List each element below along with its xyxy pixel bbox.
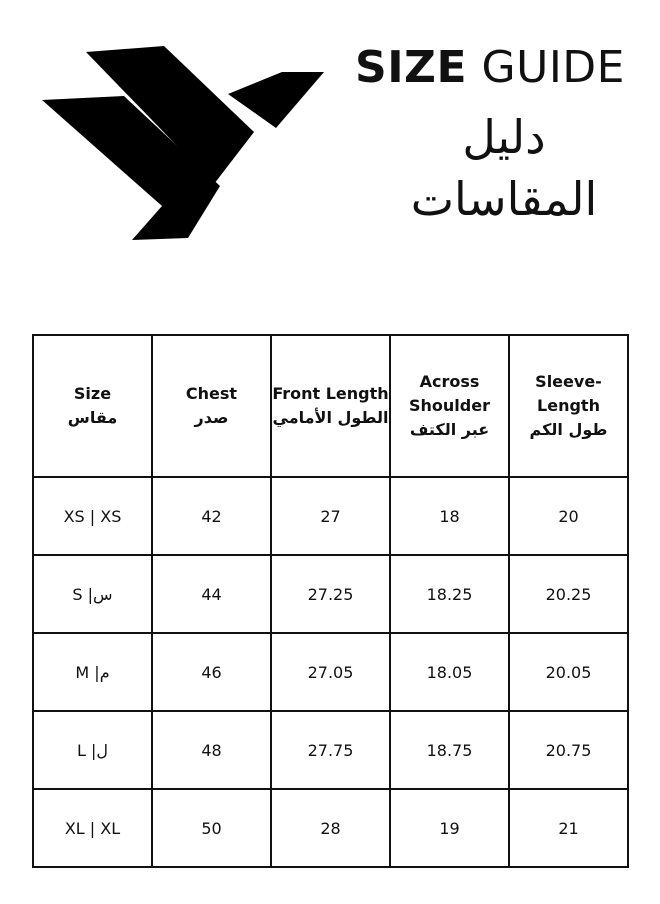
header-row — [33, 335, 628, 477]
cell-size: XS | XS — [33, 477, 152, 555]
header-label: Chest — [185, 384, 238, 403]
cell-across-shoulder: 18.05 — [390, 633, 509, 711]
title-rest: GUIDE — [467, 42, 625, 93]
cell-size: L |ل — [33, 711, 152, 789]
header-label-arabic: طول الكم — [529, 420, 608, 439]
header-sleeve-length — [509, 335, 628, 477]
cell-chest: 48 — [152, 711, 271, 789]
header-label-arabic: مقاس — [67, 408, 118, 427]
brand-logo — [38, 44, 328, 240]
table-row — [33, 633, 628, 711]
page-title-arabic — [340, 106, 640, 230]
header-label: Front Length — [272, 384, 389, 403]
header-label: Across Shoulder — [409, 372, 490, 415]
cell-sleeve-length: 20.25 — [509, 555, 628, 633]
title-arabic-line1: دليل — [462, 110, 546, 164]
cell-across-shoulder: 18.75 — [390, 711, 509, 789]
header-label-arabic: الطول الأمامي — [272, 408, 389, 427]
cell-size: M |م — [33, 633, 152, 711]
table-row — [33, 477, 628, 555]
cell-across-shoulder: 18 — [390, 477, 509, 555]
size-table — [32, 334, 629, 868]
cell-across-shoulder: 19 — [390, 789, 509, 867]
header-label: Size — [73, 384, 112, 403]
cell-front-length: 27.25 — [271, 555, 390, 633]
header-label: Sleeve-Length — [535, 372, 602, 415]
cell-chest: 42 — [152, 477, 271, 555]
cell-sleeve-length: 20 — [509, 477, 628, 555]
header-front-length — [271, 335, 390, 477]
table-row — [33, 555, 628, 633]
cell-chest: 46 — [152, 633, 271, 711]
table-row — [33, 711, 628, 789]
cell-front-length: 27.05 — [271, 633, 390, 711]
cell-chest: 50 — [152, 789, 271, 867]
title-arabic-line2: المقاسات — [410, 172, 598, 226]
header-size — [33, 335, 152, 477]
cell-size: S |س — [33, 555, 152, 633]
cell-sleeve-length: 21 — [509, 789, 628, 867]
cell-front-length: 27 — [271, 477, 390, 555]
header-across-shoulder — [390, 335, 509, 477]
cell-front-length: 27.75 — [271, 711, 390, 789]
header-label-arabic: عبر الكتف — [409, 420, 490, 439]
cell-sleeve-length: 20.75 — [509, 711, 628, 789]
cell-sleeve-length: 20.05 — [509, 633, 628, 711]
title-bold: SIZE — [355, 42, 468, 93]
cell-size: XL | XL — [33, 789, 152, 867]
header-chest — [152, 335, 271, 477]
page-title — [340, 40, 640, 96]
cell-front-length: 28 — [271, 789, 390, 867]
cell-chest: 44 — [152, 555, 271, 633]
title-block — [340, 40, 640, 230]
cell-across-shoulder: 18.25 — [390, 555, 509, 633]
header-label-arabic: صدر — [194, 408, 229, 427]
table-row — [33, 789, 628, 867]
